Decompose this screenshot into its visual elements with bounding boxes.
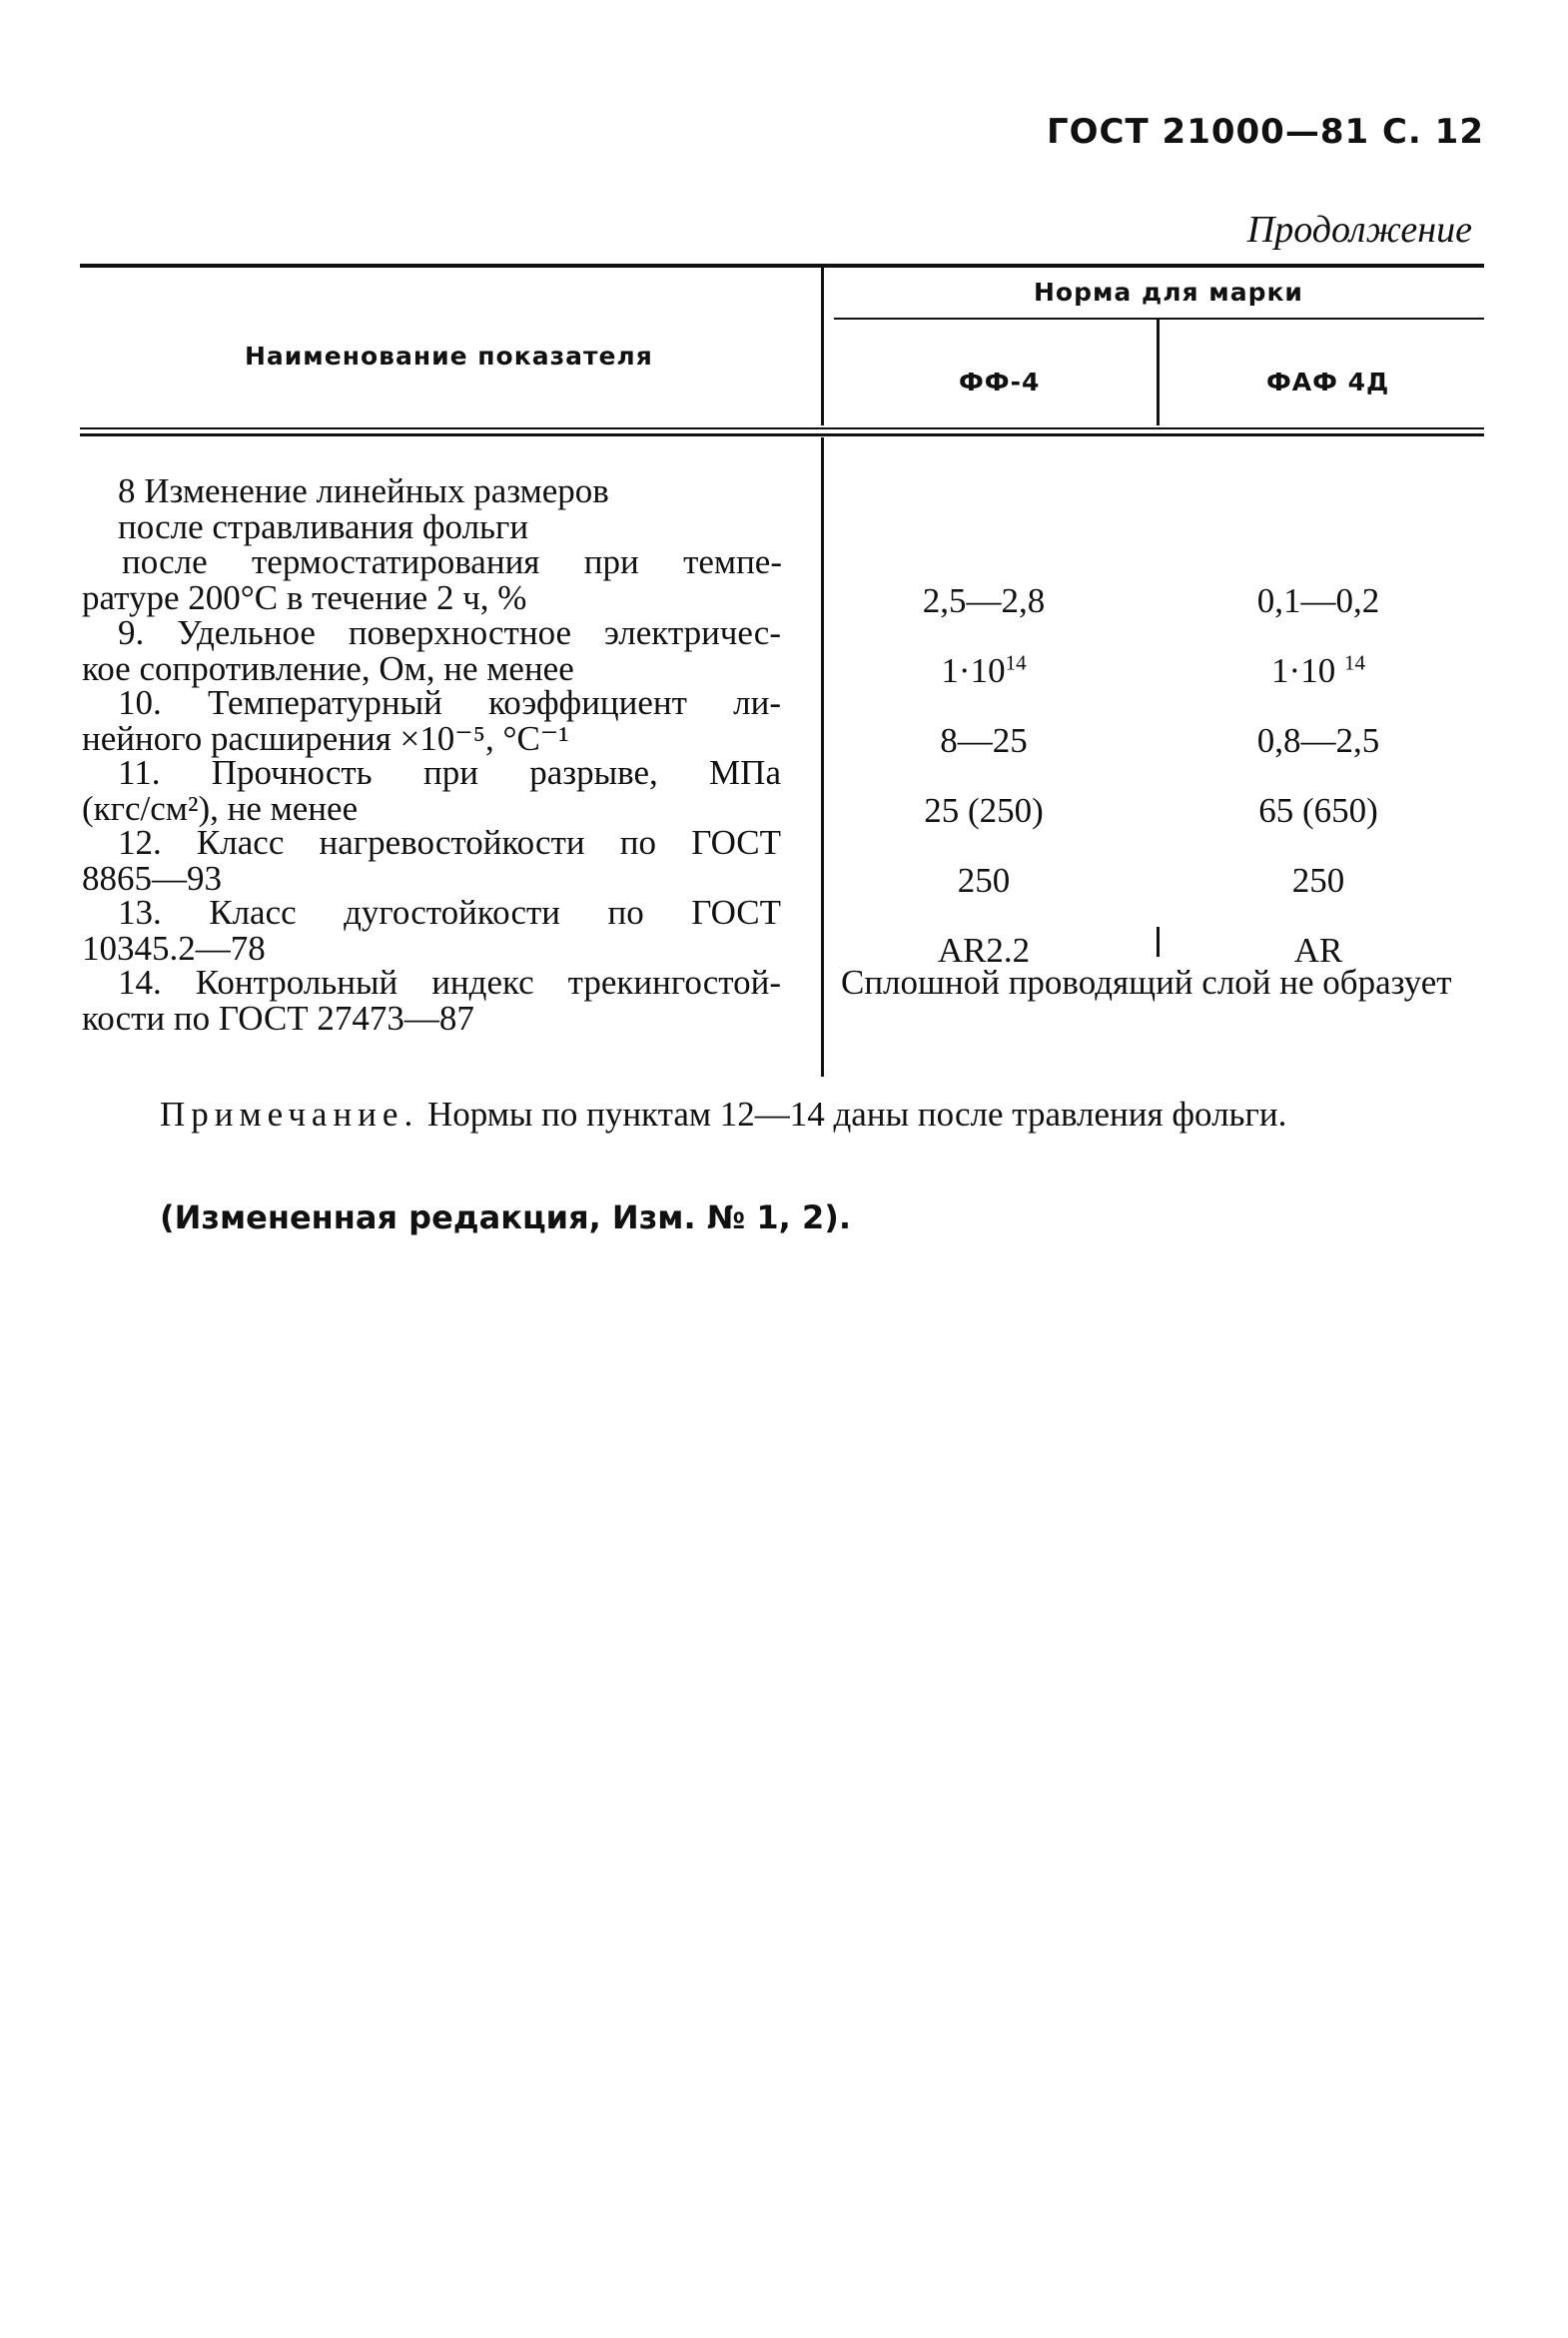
note-label: Примечание.: [160, 1095, 419, 1134]
row-13-value-faf4d: AR: [1293, 931, 1343, 970]
row-9-value-faf4d: [1169, 651, 1468, 691]
table-row-13-name: [82, 895, 781, 966]
row-12-line-2: 8865—93: [82, 858, 222, 898]
table-row-14-name: [82, 965, 781, 1036]
document-reference: ГОСТ 21000—81 С. 12: [1046, 112, 1484, 152]
column-header-name: Наименование показателя: [245, 342, 653, 371]
row-14-line-2: кости по ГОСТ 27473—87: [82, 998, 474, 1038]
column-header-norm: Норма для марки: [1034, 278, 1303, 307]
row-13-line-1: 13. Класс дугостойкости по ГОСТ: [118, 893, 781, 932]
row-13-line-2: 10345.2—78: [82, 928, 266, 968]
row-10-line-1: 10. Температурный коэффициент ли-: [118, 683, 781, 722]
column-header-grade-faf4d: ФАФ 4Д: [1266, 368, 1390, 396]
row-8-value-ff4: 2,5—2,8: [922, 581, 1046, 620]
table-row-10-name: [82, 685, 781, 756]
table-body-grade-divider: [1157, 927, 1160, 957]
row-12-value-ff4: 250: [957, 861, 1011, 900]
row-8-line-1: 8 Изменение линейных размеров: [118, 471, 609, 510]
table-note: [80, 1095, 1488, 1135]
table-top-rule: [80, 264, 1484, 268]
row-11-line-2: (кгс/см²), не менее: [82, 788, 359, 828]
row-14-merged-value: Сплошной проводящий слой не образует: [841, 963, 1452, 1002]
row-9-line-2: кое сопротивление, Ом, не менее: [82, 648, 574, 688]
row-12-value-faf4d: 250: [1291, 861, 1345, 900]
row-8-line-2: после стравливания фольги: [118, 506, 529, 546]
row-8-line-4: ратуре 200°С в течение 2 ч, %: [82, 577, 527, 617]
row-14-line-1: 14. Контрольный индекс трекингостой-: [118, 963, 781, 1002]
row-9-line-1: 9. Удельное поверхностное электричес-: [118, 613, 781, 652]
row-10-value-ff4: 8—25: [940, 721, 1028, 760]
row-9-value-ff4: [834, 651, 1134, 691]
row-9-faf4d-exponent: 14: [1343, 650, 1365, 675]
row-10-line-2: нейного расширения ×10⁻⁵, °С⁻¹: [82, 718, 569, 758]
row-11-value-faf4d: 65 (650): [1258, 791, 1378, 830]
row-10-value-faf4d: 0,8—2,5: [1256, 721, 1380, 760]
table-row-8-name: [82, 471, 782, 617]
table-header-bottom-rule-2: [80, 433, 1484, 436]
row-13-value-ff4: AR2.2: [937, 931, 1031, 970]
table-header-bottom-rule: [80, 427, 1484, 429]
column-header-grade-ff4: ФФ-4: [959, 368, 1041, 396]
row-9-faf4d-base: 1·10: [1271, 651, 1336, 690]
table-column-divider: [821, 268, 824, 425]
row-9-ff4-exponent: 14: [1005, 650, 1027, 675]
amendment-note: (Измененная редакция, Изм. № 1, 2).: [160, 1198, 851, 1236]
table-body-divider: [821, 437, 824, 1077]
row-8-line-3: после термостатирования при темпе-: [122, 542, 782, 581]
row-11-value-ff4: 25 (250): [924, 791, 1044, 830]
note-text: Нормы по пунктам 12—14 даны после травления фольги.: [426, 1095, 1287, 1134]
row-12-line-1: 12. Класс нагревостойкости по ГОСТ: [118, 823, 781, 862]
table-row-12-name: [82, 825, 781, 896]
row-8-value-faf4d: 0,1—0,2: [1256, 581, 1380, 620]
table-row-11-name: [82, 755, 781, 826]
continuation-label: Продолжение: [1246, 209, 1472, 251]
row-11-line-1: 11. Прочность при разрыве, МПа: [118, 753, 781, 792]
grade-column-divider: [1157, 320, 1160, 425]
row-9-ff4-base: 1·10: [941, 651, 1006, 690]
table-row-9-name: [82, 615, 781, 686]
